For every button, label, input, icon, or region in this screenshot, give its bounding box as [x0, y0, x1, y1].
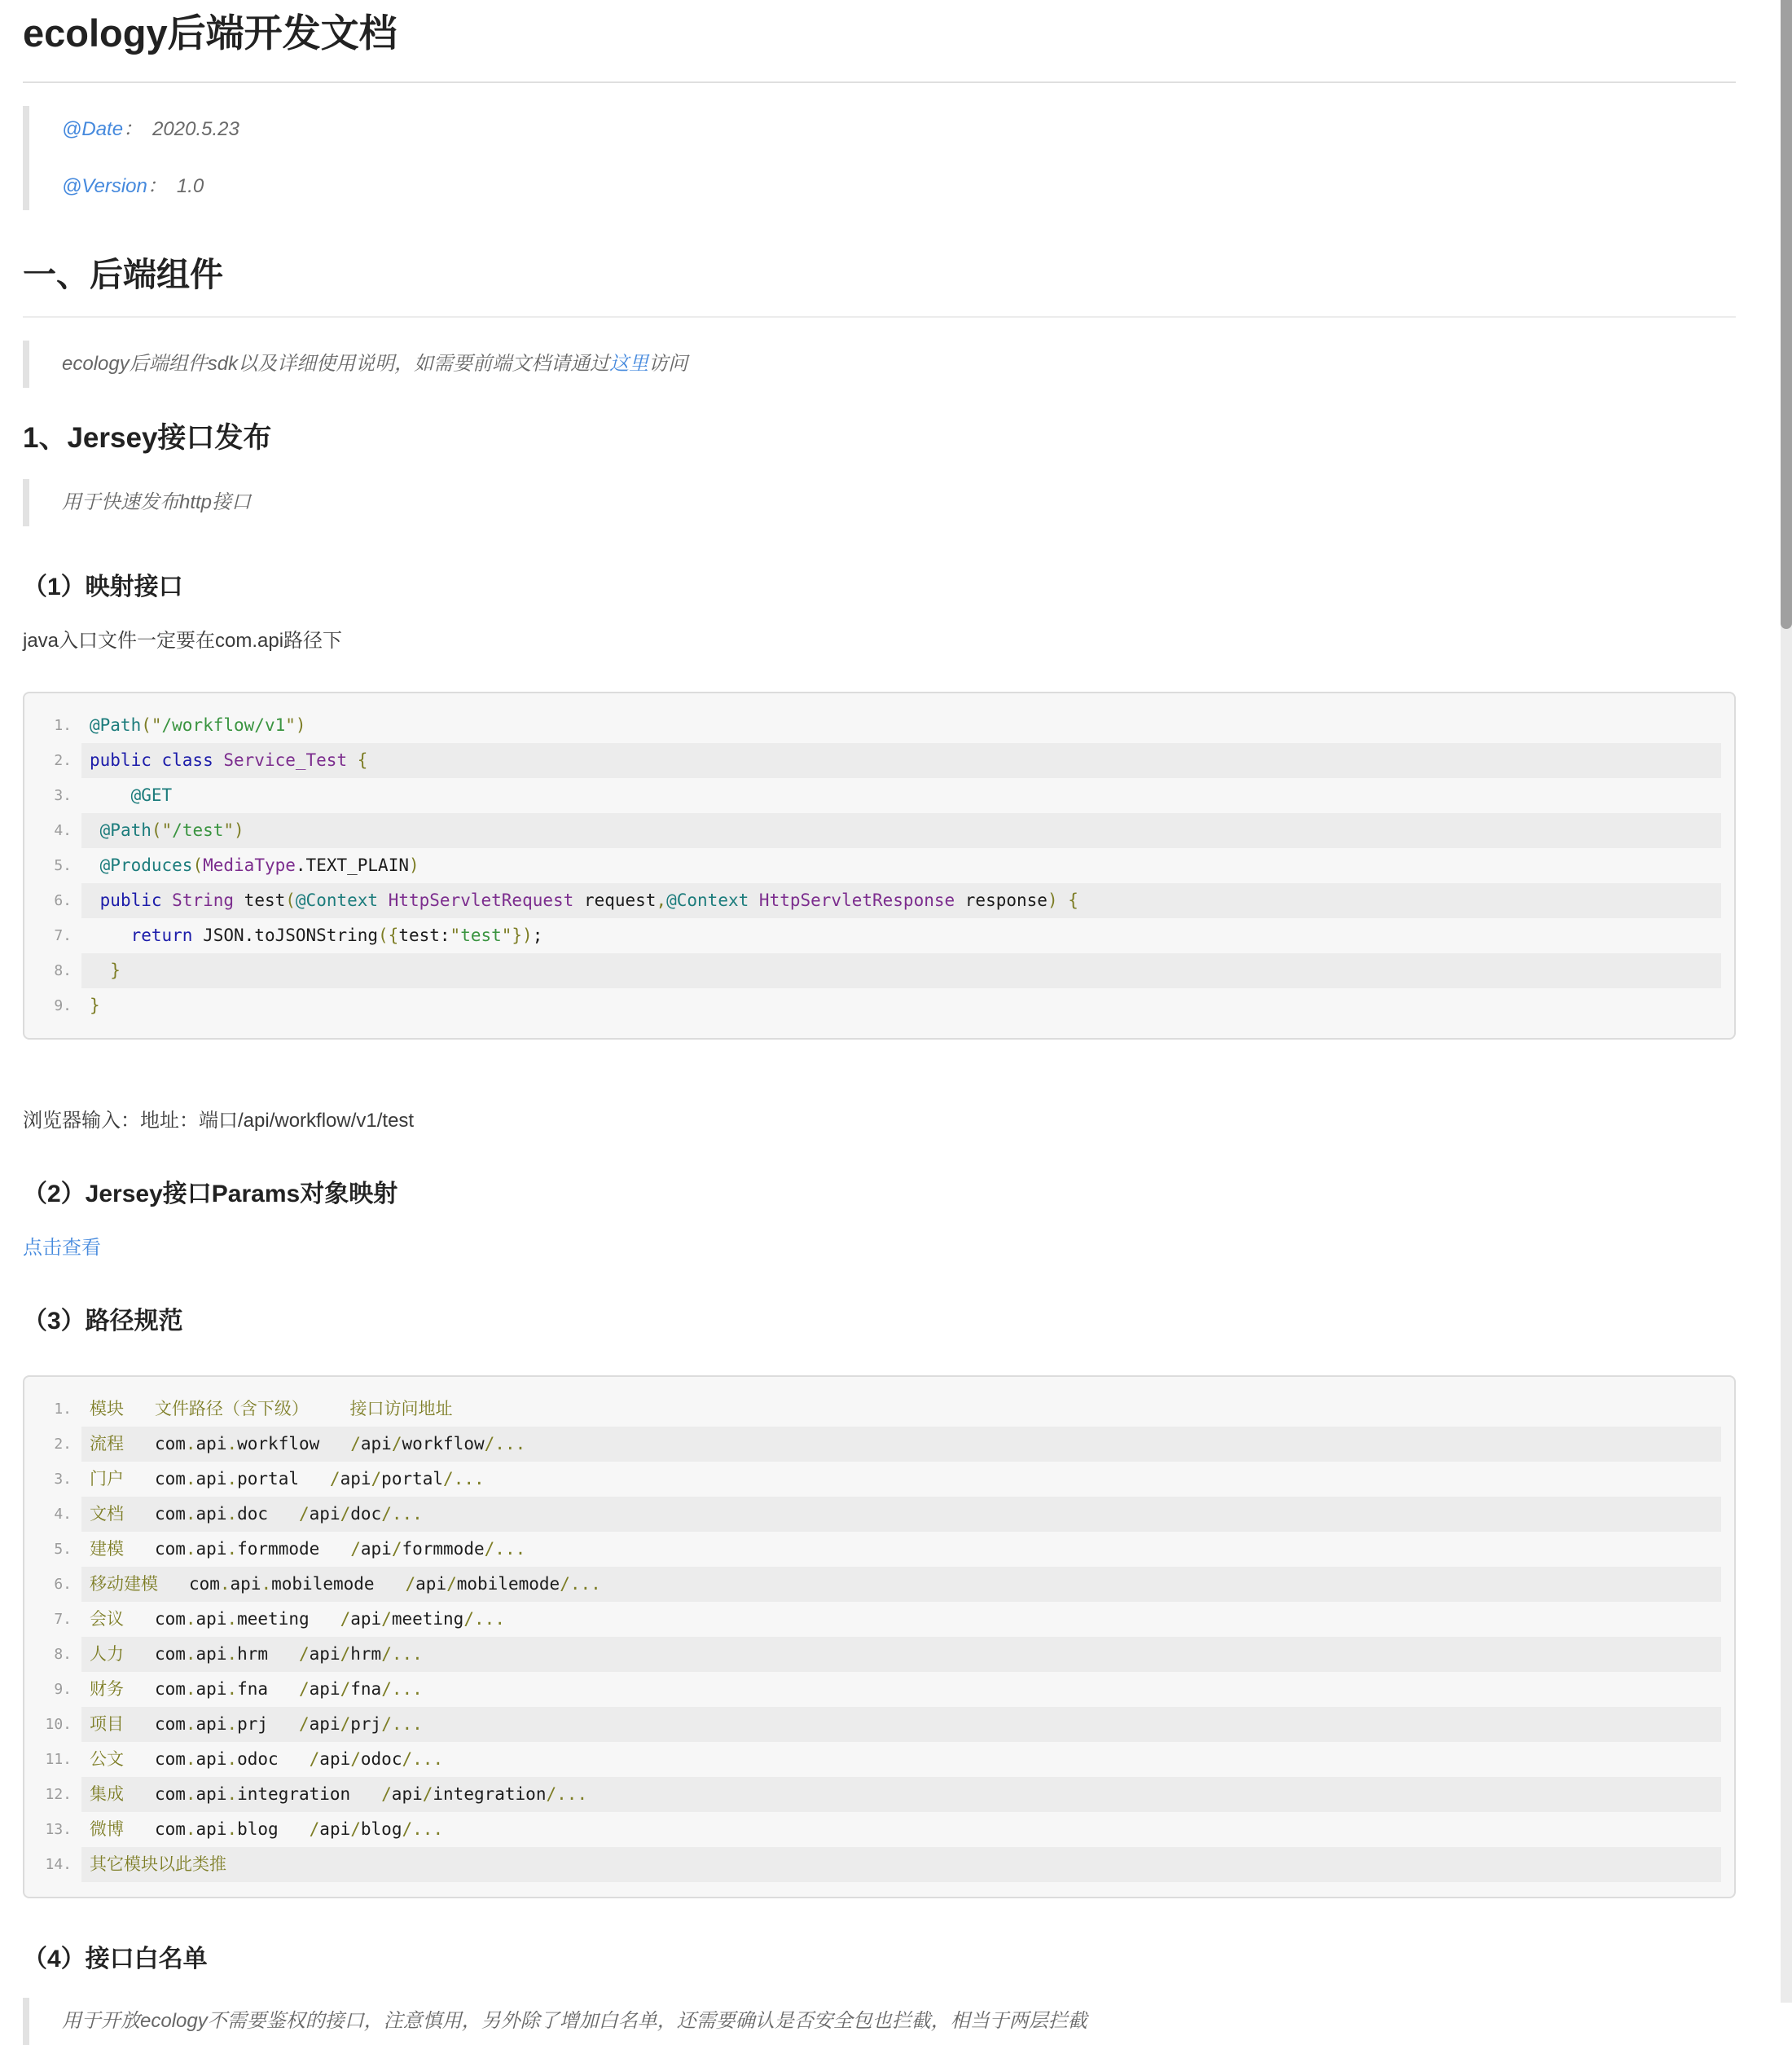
- code-line-content: 项目 com.api.prj /api/prj/...: [81, 1707, 1721, 1742]
- meta-version-colon: ：: [147, 175, 167, 197]
- code-line-content: return JSON.toJSONString({test:"test"});: [130, 926, 543, 945]
- code-line: [24, 1602, 1734, 1637]
- code-line-content: public class Service_Test {: [81, 743, 1721, 778]
- code-line: [24, 883, 1734, 918]
- heading-mapping-interface: （1）映射接口: [23, 574, 183, 600]
- code-line: [24, 1567, 1734, 1602]
- click-to-view-link[interactable]: 点击查看: [23, 1237, 101, 1259]
- subsection-heading-jersey: 1、Jersey接口发布: [23, 422, 272, 454]
- code-line-content: public String test(@Context HttpServletRequest request,@Context HttpServletResponse response) {: [81, 883, 1721, 918]
- code-line-number: 12.: [45, 1786, 72, 1803]
- code-line-content: 模块 文件路径（含下级） 接口访问地址: [90, 1399, 453, 1418]
- code-line: [24, 1427, 1734, 1462]
- section-heading-backend-components: 一、后端组件: [23, 254, 1736, 318]
- code-line: [24, 1777, 1734, 1812]
- meta-date-value: 2020.5.23: [152, 118, 239, 140]
- jersey-quote-text: 用于快速发布http接口: [62, 491, 252, 513]
- code-line-number: 11.: [45, 1751, 72, 1768]
- code-line-content: 人力 com.api.hrm /api/hrm/...: [81, 1637, 1721, 1672]
- code-line: [24, 1742, 1734, 1777]
- code-line-number: 5.: [54, 1541, 72, 1558]
- intro-text-pre: ecology后端组件sdk以及详细使用说明，如需要前端文档请通过: [62, 353, 610, 375]
- code-line: [24, 1847, 1734, 1882]
- code-line-number: 4.: [54, 822, 72, 839]
- code-line: [24, 1532, 1734, 1567]
- meta-date-line: [62, 117, 1736, 142]
- paragraph-view-link: [23, 1236, 1736, 1260]
- jersey-blockquote: [23, 479, 1736, 526]
- section-intro-text: [62, 352, 1736, 376]
- code-line-number: 1.: [54, 717, 72, 734]
- code-line-number: 2.: [54, 752, 72, 769]
- code-line-number: 14.: [45, 1856, 72, 1873]
- code-line: [24, 1497, 1734, 1532]
- code-line-content: 文档 com.api.doc /api/doc/...: [81, 1497, 1721, 1532]
- meta-version-line: [62, 174, 1736, 199]
- code-line-number: 9.: [54, 997, 72, 1014]
- code-line: [24, 918, 1734, 953]
- code-line-number: 5.: [54, 857, 72, 874]
- code-line-content: 财务 com.api.fna /api/fna/...: [90, 1679, 423, 1699]
- code-line-content: @GET: [130, 785, 173, 805]
- code-line-number: 9.: [54, 1681, 72, 1698]
- meta-date-label: @Date: [62, 118, 124, 140]
- code-line: [24, 1812, 1734, 1847]
- heading-api-whitelist: （4）接口白名单: [23, 1946, 208, 1972]
- code-line-content: }: [81, 953, 1721, 988]
- code-line-content: 流程 com.api.workflow /api/workflow/...: [81, 1427, 1721, 1462]
- code-line-content: @Produces(MediaType.TEXT_PLAIN): [99, 855, 419, 875]
- code-line-content: 公文 com.api.odoc /api/odoc/...: [90, 1749, 444, 1769]
- meta-date-colon: ：: [123, 118, 143, 140]
- code-line: [24, 743, 1734, 778]
- code-line-content: 移动建模 com.api.mobilemode /api/mobilemode/...: [81, 1567, 1721, 1602]
- code-block-jersey-example: [23, 692, 1736, 1040]
- code-block-path-specification: [23, 1375, 1736, 1898]
- code-line: [24, 848, 1734, 883]
- code-line-content: 门户 com.api.portal /api/portal/...: [90, 1469, 485, 1489]
- code-line-number: 8.: [54, 1646, 72, 1663]
- page-title: ecology后端开发文档: [23, 10, 1736, 83]
- code-line-content: @Path("/workflow/v1"): [90, 715, 306, 735]
- code-line: [24, 1707, 1734, 1742]
- meta-blockquote: [23, 106, 1736, 210]
- scrollbar-thumb[interactable]: [1781, 0, 1792, 629]
- code-line-number: 7.: [54, 1611, 72, 1628]
- meta-version-value: 1.0: [176, 175, 204, 197]
- code-line: [24, 988, 1734, 1023]
- whitelist-quote-text: 用于开放ecology不需要鉴权的接口，注意慎用，另外除了增加白名单，还需要确认是否安全包也拦截，相当于两层拦截: [62, 2010, 1087, 2032]
- code-line-content: @Path("/test"): [81, 813, 1721, 848]
- code-line-content: }: [90, 996, 100, 1015]
- code-line-content: 其它模块以此类推: [81, 1847, 1721, 1882]
- code-line: [24, 953, 1734, 988]
- code-line-number: 1.: [54, 1401, 72, 1418]
- code-line-content: 集成 com.api.integration /api/integration/...: [81, 1777, 1721, 1812]
- code-line: [24, 708, 1734, 743]
- heading-path-specification: （3）路径规范: [23, 1308, 183, 1335]
- code-line-number: 13.: [45, 1821, 72, 1838]
- section-intro-blockquote: [23, 341, 1736, 388]
- whitelist-blockquote: [23, 1998, 1736, 2045]
- meta-version-label: @Version: [62, 175, 147, 197]
- code-line-number: 6.: [54, 892, 72, 909]
- code-line: [24, 1672, 1734, 1707]
- code-line: [24, 778, 1734, 813]
- paragraph-java-entry: java入口文件一定要在com.api路径下: [23, 630, 343, 652]
- code-line-number: 6.: [54, 1576, 72, 1593]
- code-line: [24, 1637, 1734, 1672]
- intro-text-post: 访问: [648, 353, 688, 375]
- code-line: [24, 813, 1734, 848]
- paragraph-browser-input: 浏览器输入：地址：端口/api/workflow/v1/test: [23, 1110, 415, 1132]
- code-line-number: 10.: [45, 1716, 72, 1733]
- code-line-number: 4.: [54, 1506, 72, 1523]
- heading-params-mapping: （2）Jersey接口Params对象映射: [23, 1181, 398, 1207]
- code-line-content: 微博 com.api.blog /api/blog/...: [90, 1819, 444, 1839]
- code-line-number: 2.: [54, 1436, 72, 1453]
- code-line-number: 3.: [54, 787, 72, 804]
- code-line-number: 3.: [54, 1471, 72, 1488]
- frontend-doc-link[interactable]: 这里: [609, 353, 649, 375]
- code-line: [24, 1462, 1734, 1497]
- code-line: [24, 1392, 1734, 1427]
- code-line-content: 会议 com.api.meeting /api/meeting/...: [90, 1609, 505, 1629]
- code-line-number: 7.: [54, 927, 72, 944]
- code-line-content: 建模 com.api.formmode /api/formmode/...: [90, 1539, 526, 1559]
- scrollbar-track[interactable]: [1781, 0, 1792, 2003]
- code-line-number: 8.: [54, 962, 72, 979]
